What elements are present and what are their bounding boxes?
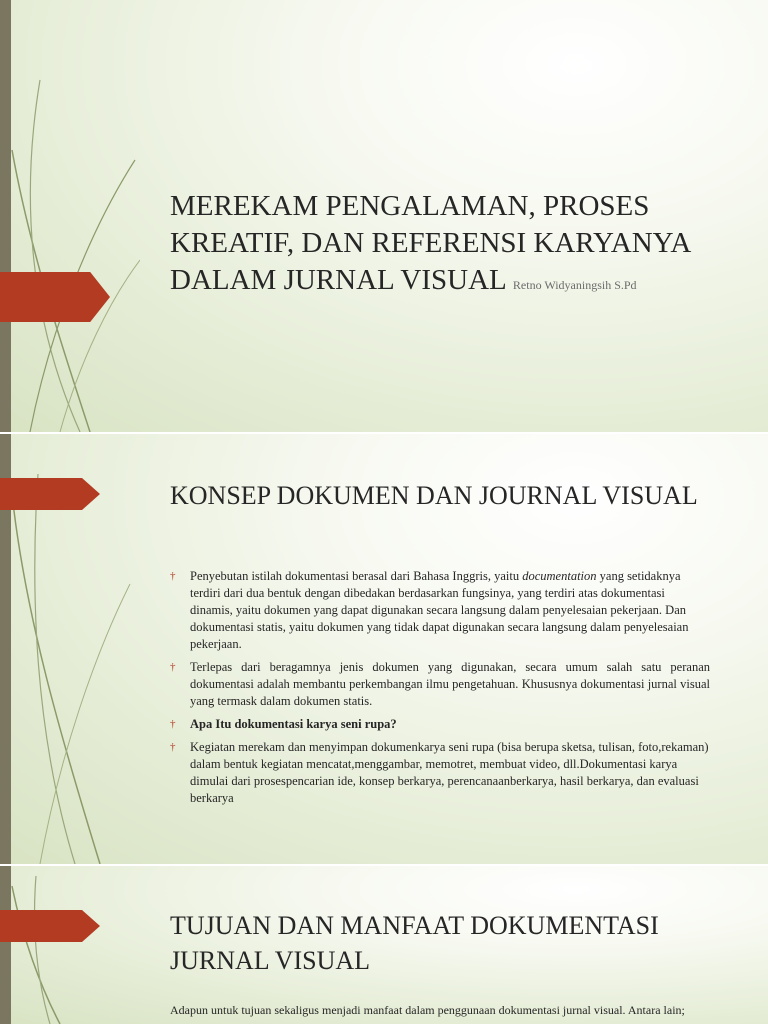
list-item <box>170 716 710 733</box>
title-slide <box>0 0 768 432</box>
list-item: † Penyebutan istilah dokumentasi berasal dari Bahasa Inggris, yaitu documentation yang setidaknya terdiri dari dua bentuk dengan dibedakan berdasarkan fungsinya, yang terdiri atas dokumentasi dinamis, yaitu dokumen yang dapat digunakan secara langsung dalam penyelesaian pekerjaan. Dan dokumentasi statis, yaitu dokumen yang tidak dapat digunakan secara langsung dalam penyelesaian pekerjaan. <box>170 569 689 651</box>
slide-heading: KONSEP DOKUMEN DAN JOURNAL VISUAL <box>170 481 698 510</box>
decorative-swoosh <box>0 0 140 432</box>
intro-paragraph: Adapun untuk tujuan sekaligus menjadi manfaat dalam penggunaan dokumentasi jurnal visual. Antara lain; <box>170 1003 685 1017</box>
bullet-icon: † <box>170 661 176 673</box>
concept-slide <box>0 434 768 864</box>
slide-heading: TUJUAN DAN MANFAAT DOKUMENTASI JURNAL VISUAL <box>170 911 659 975</box>
presentation-title <box>170 188 730 299</box>
bullet-icon: † <box>170 741 176 753</box>
title-text: MEREKAM PENGALAMAN, PROSES KREATIF, DAN REFERENSI KARYANYA DALAM JURNAL VISUAL <box>170 190 690 296</box>
heading-accent-arrow <box>0 478 100 510</box>
list-item: † Kegiatan merekam dan menyimpan dokumenkarya seni rupa (bisa berupa sketsa, tulisan, foto,rekaman) dalam bentuk kegiatan mencatat,menggambar, memotret, membuat video, dll.Dokumentasi karya dimulai dari prosespencarian ide, konsep berkarya, perencanaanberkarya, hasil berkarya, dan evaluasi berkarya <box>170 740 709 805</box>
purpose-slide <box>0 866 768 1024</box>
bullet-list <box>170 568 710 813</box>
decorative-swoosh <box>0 866 140 1024</box>
bullet-icon: † <box>170 718 176 730</box>
heading-accent-arrow <box>0 910 100 942</box>
author-name: Retno Widyaningsih S.Pd <box>512 278 637 292</box>
bullet-icon: † <box>170 570 176 582</box>
list-item: † Terlepas dari beragamnya jenis dokumen yang digunakan, secara umum salah satu peranan dokumentasi adalah membantu perkembangan ilmu pengetahuan. Khususnya dokumentasi jurnal visual yang termask dalam dokumen statis. <box>170 660 710 708</box>
question-text: Apa Itu dokumentasi karya seni rupa? <box>190 717 397 731</box>
title-accent-arrow <box>0 272 110 322</box>
